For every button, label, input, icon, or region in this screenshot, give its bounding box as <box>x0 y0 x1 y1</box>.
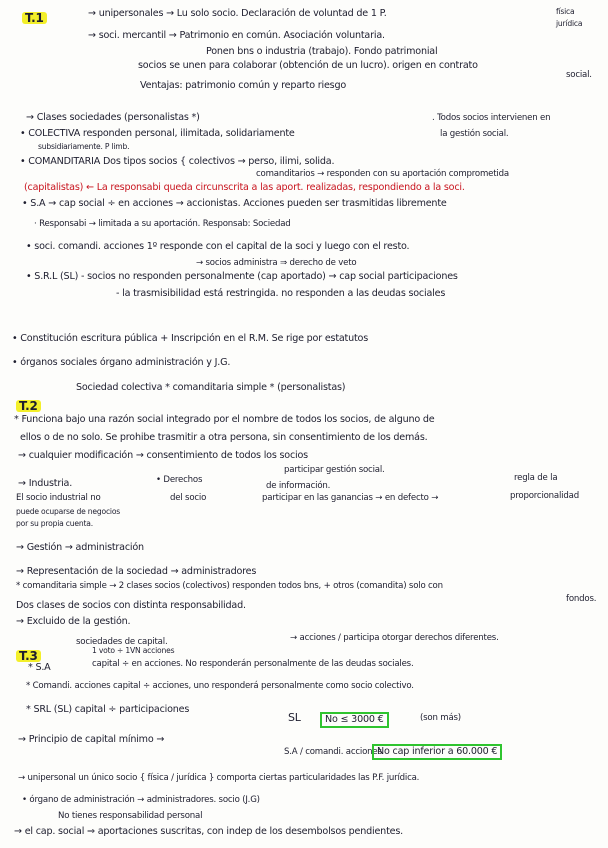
note-line: → socios administra ⇒ derecho de veto <box>196 258 357 268</box>
note-line: 1 voto ÷ 1VN acciones <box>92 646 175 655</box>
note-line: T.2 <box>16 400 41 412</box>
note-line: (son más) <box>420 713 461 723</box>
note-line: No tienes responsabilidad personal <box>58 811 203 821</box>
note-line: → soci. mercantil → Patrimonio en común. Asociación voluntaria. <box>88 30 385 41</box>
note-line: • soci. comandi. acciones 1º responde con el capital de la soci y luego con el resto. <box>26 241 410 252</box>
note-line: → unipersonal un único socio { física / jurídica } comporta ciertas particularidades las P.F. jurídica. <box>18 773 420 783</box>
note-line: (capitalistas) ← La responsabi queda circunscrita a las aport. realizadas, respondiendo a la soci. <box>24 182 465 193</box>
note-line: → cualquier modificación → consentimiento de todos los socios <box>18 450 308 461</box>
note-line: puede ocuparse de negocios <box>16 507 121 516</box>
note-line: • Constitución escritura pública + Inscripción en el R.M. Se rige por estatutos <box>12 333 369 344</box>
note-line: socios se unen para colaborar (obtención de un lucro). origen en contrato <box>138 60 478 71</box>
note-line: comanditarios → responden con su aportación comprometida <box>256 169 509 179</box>
note-line: por su propia cuenta. <box>16 519 93 528</box>
note-line: Sociedad colectiva * comanditaria simple * (personalistas) <box>76 382 346 393</box>
note-line: sociedades de capital. <box>76 637 168 647</box>
note-line: SL <box>288 711 301 724</box>
note-line: → unipersonales → Lu solo socio. Declaración de voluntad de 1 P. <box>88 8 387 19</box>
note-line: • órganos sociales órgano administración y J.G. <box>12 357 231 368</box>
note-line: social. <box>566 70 592 80</box>
note-line: El socio industrial no <box>16 493 101 503</box>
note-line: regla de la <box>514 473 558 483</box>
note-line: Dos clases de socios con distinta responsabilidad. <box>16 600 246 611</box>
note-line: → Gestión → administración <box>16 542 144 553</box>
note-line: . Todos socios intervienen en <box>432 113 551 123</box>
note-line: No ≤ 3000 € <box>320 712 389 728</box>
note-line: • COMANDITARIA Dos tipos socios { colectivos → perso, ilimi, solida. <box>20 156 335 167</box>
note-line: la gestión social. <box>440 129 509 139</box>
note-line: T.1 <box>22 12 47 24</box>
note-line: participar en las ganancias → en defecto → <box>262 493 439 503</box>
note-line: S.A / comandi. acciones <box>284 747 382 757</box>
note-line: → Industria. <box>18 478 73 489</box>
note-line: física <box>556 7 575 16</box>
note-line: · Responsabi → limitada a su aportación. Responsab: Sociedad <box>34 219 291 229</box>
note-line: → acciones / participa otorgar derechos diferentes. <box>290 633 499 643</box>
note-line: T.3 <box>16 650 41 662</box>
note-line: • COLECTIVA responden personal, ilimitada, solidariamente <box>20 128 295 139</box>
note-line: capital ÷ en acciones. No responderán personalmente de las deudas sociales. <box>92 659 414 669</box>
note-line: * SRL (SL) capital ÷ participaciones <box>26 704 190 715</box>
note-line: • S.R.L (SL) - socios no responden personalmente (cap aportado) → cap social participaciones <box>26 271 458 282</box>
note-line: proporcionalidad <box>510 491 579 501</box>
note-line: Ponen bns o industria (trabajo). Fondo patrimonial <box>206 46 438 57</box>
note-line: → el cap. social ⇒ aportaciones suscritas, con indep de los desembolsos pendientes. <box>14 826 403 837</box>
note-line: * Funciona bajo una razón social integrado por el nombre de todos los socios, de alguno de <box>14 414 435 425</box>
note-line: • Derechos <box>156 475 203 485</box>
note-line: No cap inferior a 60.000 € <box>372 744 502 760</box>
note-line: participar gestión social. <box>284 465 385 475</box>
note-line: ellos o de no solo. Se prohibe trasmitir a otra persona, sin consentimiento de los demás. <box>20 432 428 443</box>
note-line: * comanditaria simple → 2 clases socios (colectivos) responden todos bns, + otros (comandita) solo con <box>16 581 443 591</box>
note-line: * S.A <box>28 662 51 673</box>
note-line: * Comandi. acciones capital ÷ acciones, uno responderá personalmente como socio colectivo. <box>26 681 414 691</box>
note-line: de información. <box>266 481 331 491</box>
note-line: → Excluido de la gestión. <box>16 616 131 627</box>
note-line: → Clases sociedades (personalistas *) <box>26 112 200 123</box>
note-line: subsidiariamente. P limb. <box>38 142 130 151</box>
note-line: del socio <box>170 493 207 503</box>
note-line: → Principio de capital mínimo → <box>18 734 165 745</box>
note-line: - la trasmisibilidad está restringida. no responden a las deudas sociales <box>116 288 446 299</box>
note-line: • S.A → cap social ÷ en acciones → accionistas. Acciones pueden ser trasmitidas libremente <box>22 198 447 209</box>
note-line: fondos. <box>566 594 597 604</box>
note-line: Ventajas: patrimonio común y reparto riesgo <box>140 80 347 91</box>
note-line: jurídica <box>556 19 583 28</box>
note-line: • órgano de administración → administradores. socio (J.G) <box>22 795 260 805</box>
note-line: → Representación de la sociedad → administradores <box>16 566 257 577</box>
